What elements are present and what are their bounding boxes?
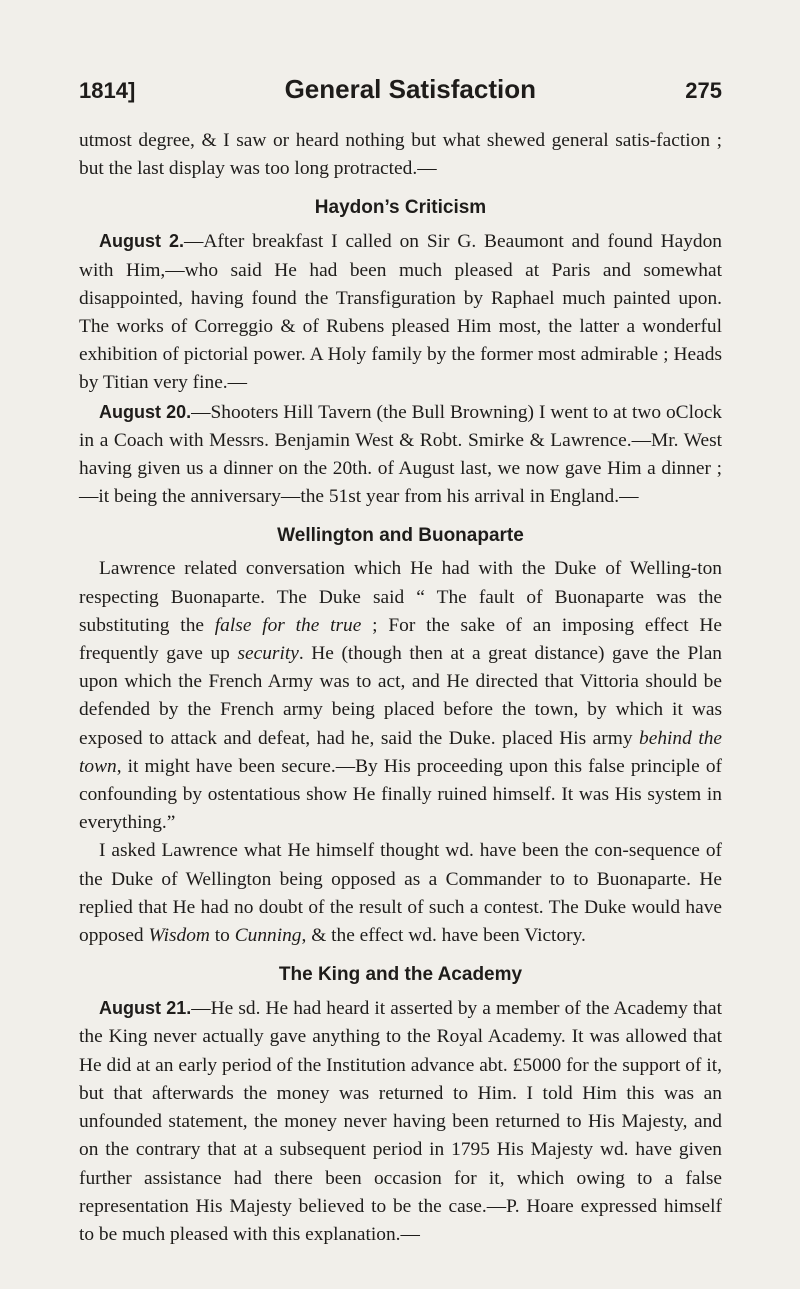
entry-date: August 20. [99,401,192,422]
italic-run: behind the town [79,727,723,777]
header-year: 1814] [79,78,136,103]
text-run: ; For the sake of an imposing effect He frequently gave up [79,614,723,665]
italic-run: security [237,643,299,665]
running-head [79,74,722,105]
opening-text: utmost degree, & I saw or heard nothing but what shewed general satis-faction ; but the last display was too long protracted.— [79,130,722,180]
text-run: , it might have been secure.—By His proceeding upon this false principle of confounding by ostentatious show He finally ruined himself. It was His system in everything.” [79,755,722,834]
entry-date: August 2. [99,231,185,252]
text-run: Lawrence related conversation which He had with the Duke of Welling-ton respecting Buonaparte. The Duke said “ The fault of Buonaparte was the substituting the [79,558,722,636]
italic-run: Wisdom [148,925,210,947]
entry-august-21 [79,994,722,1249]
section-heading-wellington: Wellington and Buonaparte [277,525,524,547]
entry-august-20 [79,398,722,512]
page-title: General Satisfaction [284,74,536,104]
italic-run: false for the true [214,614,362,636]
text-run: I asked Lawrence what He himself thought wd. have been the con-sequence of the Duke of Wellington being opposed as a Commander to to Buonaparte. He replied that He had no doubt of the result of such a contest. The Duke would have opposed [79,840,722,947]
section-heading-king: The King and the Academy [278,964,523,986]
text-run: , & the effect wd. have been Victory. [301,925,586,947]
section-heading-haydon: Haydon’s Criticism [314,197,487,219]
entry-date: August 21. [99,998,192,1019]
entry-text: —Shooters Hill Tavern (the Bull Browning) I went to at two oClock in a Coach with Messrs. Benjamin West & Robt. Smirke & Lawrence.—Mr. West having given us a dinner on the 20th. of August last, we now gave Him a dinner ;—it being the anniversary—the 51st year from his arrival in England.— [79,401,722,508]
entry-august-2 [79,227,722,397]
page-number: 275 [685,78,722,103]
text-run: . He (though then at a great distance) gave the Plan upon which the French Army was to act, and He directed that Vittoria should be defended by the French army being placed before the town, by which it was exposed to attack and defeat, had he, said the Duke. placed His army [79,643,722,749]
paragraph-lawrence-reply [79,837,722,950]
entry-text: —After breakfast I called on Sir G. Beaumont and found Haydon with Him,—who said He had been much pleased at Paris and somewhat disappointed, having found the Transfiguration by Raphael much painted upon. The works of Correggio & of Rubens pleased Him most, the latter a wonderful exhibition of pictorial power. A Holy family by the former most admirable ; Heads by Titian very fine.— [79,231,722,394]
italic-run: Cunning [234,925,302,947]
paragraph-duke-quote [79,555,722,837]
opening-paragraph [79,127,722,183]
text-run: to [209,925,235,947]
entry-text: —He sd. He had heard it asserted by a member of the Academy that the King never actually gave anything to the Royal Academy. It was allowed that He did at an early period of the Institution advance abt. £5000 for the support of it, but that afterwards the money was returned to Him. I told Him this was an unfounded statement, the money never having been returned to His Majesty, and on the contrary that at a subsequent period in 1795 His Majesty wd. have given further assistance had there been occasion for it, which owing to a false representation His Majesty believed to be the case.—P. Hoare expressed himself to be much pleased with this explanation.— [79,998,722,1245]
